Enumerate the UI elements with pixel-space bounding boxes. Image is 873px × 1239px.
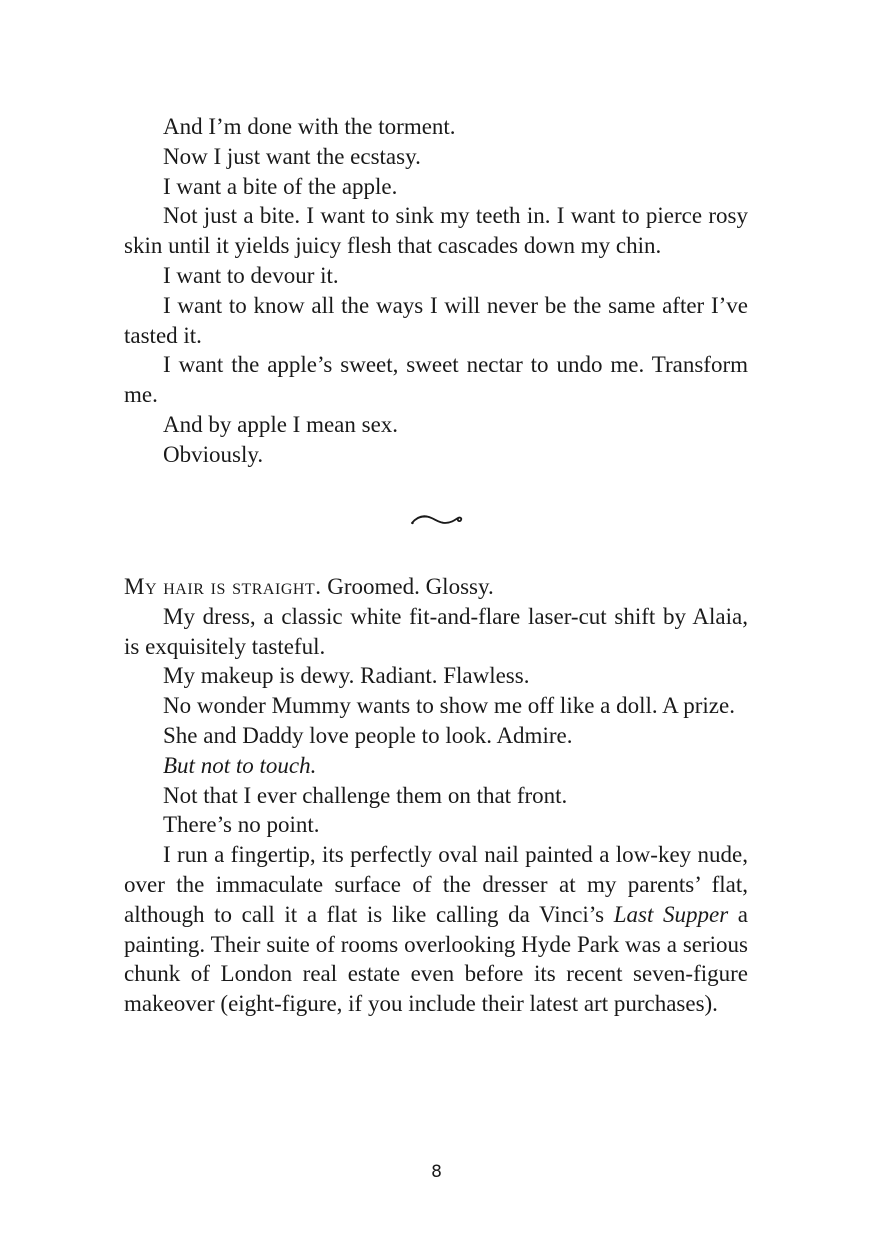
swash-ornament-icon xyxy=(409,508,465,530)
smallcaps-lead-in: My hair is straight. xyxy=(124,574,322,599)
paragraph: I want to know all the ways I will never be the same after I’ve tasted it. xyxy=(124,292,748,348)
paragraph: No wonder Mummy wants to show me off like a doll. A prize. xyxy=(163,693,735,719)
paragraph: She and Daddy love people to look. Admire. xyxy=(163,722,573,748)
italic-paragraph xyxy=(124,751,748,781)
page-number: 8 xyxy=(431,1162,442,1182)
section-one xyxy=(124,112,748,470)
italic-text: But not to touch. xyxy=(163,752,317,778)
section-two xyxy=(124,572,748,1019)
opening-rest: Groomed. Glossy. xyxy=(321,574,494,599)
paragraph: I want a bite of the apple. xyxy=(163,173,398,199)
paragraph: And by apple I mean sex. xyxy=(163,411,399,437)
paragraph: Now I just want the ecstasy. xyxy=(163,143,421,169)
paragraph: Not that I ever challenge them on that front. xyxy=(163,782,568,808)
paragraph: I want the apple’s sweet, sweet nectar to undo me. Transform me. xyxy=(124,352,748,408)
section-opening-paragraph xyxy=(124,572,748,602)
text-run: I run a fingertip, its perfectly oval nail painted a low-key nude, over the immaculate surface of the dresser at my parents’ flat, although to call it a flat is like calling da Vinci’s xyxy=(124,842,748,927)
paragraph: I want to devour it. xyxy=(163,262,339,288)
italic-title: Last Supper xyxy=(613,901,729,927)
paragraph: Not just a bite. I want to sink my teeth in. I want to pierce rosy skin until it yields juicy flesh that cascades down my chin. xyxy=(124,203,748,259)
paragraph: There’s no point. xyxy=(163,812,320,838)
paragraph: My dress, a classic white fit-and-flare laser-cut shift by Alaia, is exquisitely tasteful. xyxy=(124,603,748,659)
paragraph xyxy=(124,840,748,1019)
text-run: a painting. Their suite of rooms overlooking Hyde Park was a serious chunk of London real estate even before its recent seven-figure makeover (eight-figure, if you include their latest art purchases). xyxy=(124,901,749,1017)
paragraph: My makeup is dewy. Radiant. Flawless. xyxy=(163,663,530,689)
paragraph: And I’m done with the torment. xyxy=(163,114,456,139)
paragraph: Obviously. xyxy=(163,441,264,467)
